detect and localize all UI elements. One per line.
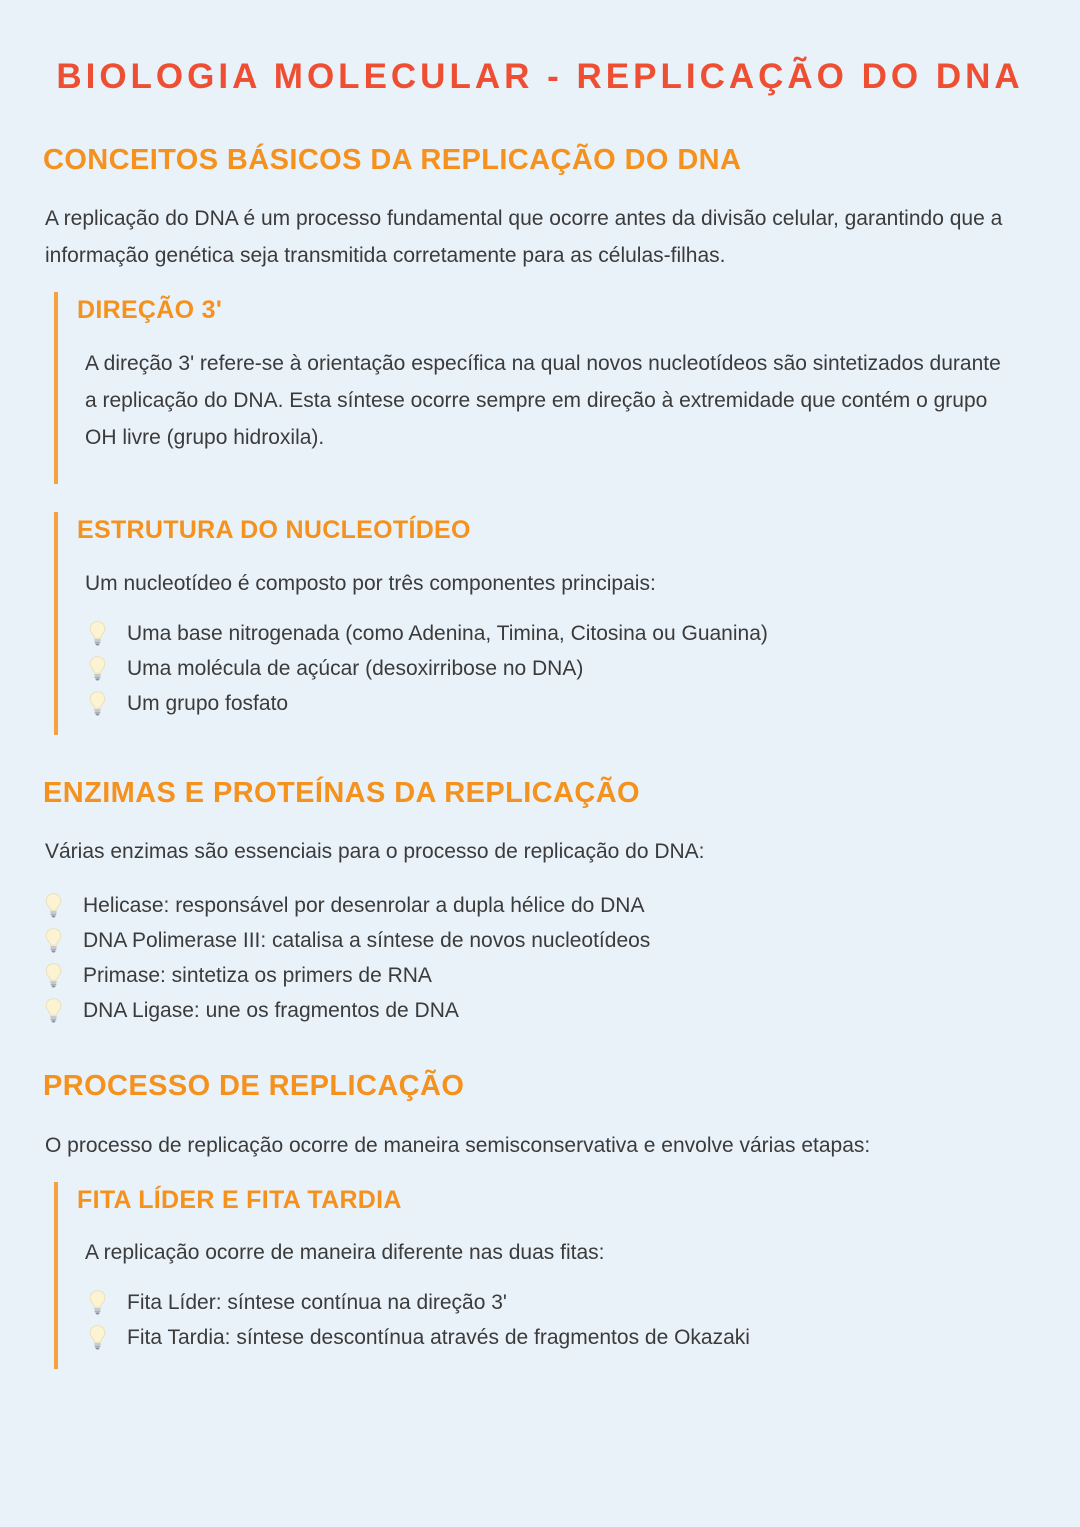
list-item [89, 651, 1007, 686]
lightbulb-icon [89, 1324, 106, 1351]
list-item [89, 1320, 1007, 1355]
section-heading: PROCESSO DE REPLICAÇÃO [43, 1070, 465, 1103]
list-item-text: DNA Polimerase III: catalisa a síntese de novos nucleotídeos [83, 929, 651, 953]
section-conceitos-basicos [43, 144, 1037, 735]
list-item-text: Fita Tardia: síntese descontínua através de fragmentos de Okazaki [127, 1326, 750, 1350]
subsection-heading: FITA LÍDER E FITA TARDIA [77, 1185, 402, 1214]
bullet-list [89, 616, 1007, 721]
list-item-text: DNA Ligase: une os fragmentos de DNA [83, 999, 459, 1023]
list-item-text: Helicase: responsável por desenrolar a dupla hélice do DNA [83, 894, 645, 918]
subsection-heading: ESTRUTURA DO NUCLEOTÍDEO [77, 516, 471, 545]
lightbulb-icon [45, 962, 62, 989]
lightbulb-icon [45, 892, 62, 919]
list-item [45, 923, 1037, 958]
lightbulb-icon [45, 997, 62, 1024]
subsection-body: Um nucleotídeo é composto por três componentes principais: [85, 571, 656, 595]
subsection-direcao-3 [54, 292, 1037, 484]
list-item-text: Um grupo fosfato [127, 691, 289, 715]
lightbulb-icon [89, 620, 106, 647]
lightbulb-icon [89, 655, 106, 682]
lightbulb-icon [45, 927, 62, 954]
section-heading: CONCEITOS BÁSICOS DA REPLICAÇÃO DO DNA [43, 144, 742, 176]
subsection-fita-lider-tardia [54, 1182, 1037, 1370]
list-item [45, 888, 1037, 923]
list-item [45, 958, 1037, 993]
list-item [45, 993, 1037, 1028]
subsection-heading: DIREÇÃO 3' [77, 296, 223, 325]
lightbulb-icon [89, 690, 106, 717]
section-intro: A replicação do DNA é um processo fundamental que ocorre antes da divisão celular, garantindo que a informação genética seja transmitida corretamente para as células-filhas. [45, 207, 1003, 268]
list-item-text: Uma molécula de açúcar (desoxirribose no DNA) [127, 656, 584, 680]
bullet-list [45, 888, 1037, 1028]
list-item [89, 686, 1007, 721]
page-title: BIOLOGIA MOLECULAR - REPLICAÇÃO DO DNA [56, 57, 1024, 96]
subsection-body: A replicação ocorre de maneira diferente nas duas fitas: [85, 1241, 605, 1265]
section-heading: ENZIMAS E PROTEÍNAS DA REPLICAÇÃO [43, 776, 640, 809]
list-item-text: Fita Líder: síntese contínua na direção 3' [127, 1291, 507, 1315]
section-processo-replicacao [43, 1070, 1037, 1369]
list-item [89, 616, 1007, 651]
list-item [89, 1285, 1007, 1320]
section-intro: Várias enzimas são essenciais para o processo de replicação do DNA: [45, 840, 705, 864]
section-intro: O processo de replicação ocorre de maneira semisconservativa e envolve várias etapas: [45, 1133, 871, 1157]
list-item-text: Primase: sintetiza os primers de RNA [83, 964, 432, 988]
lightbulb-icon [89, 1289, 106, 1316]
list-item-text: Uma base nitrogenada (como Adenina, Timina, Citosina ou Guanina) [127, 621, 768, 645]
subsection-body: A direção 3' refere-se à orientação específica na qual novos nucleotídeos são sintetizados durante a replicação do DNA. Esta síntese ocorre sempre em direção à extremidade que contém o grupo OH livre (grupo hidroxila). [85, 352, 1001, 450]
subsection-estrutura-nucleotideo [54, 512, 1037, 735]
section-enzimas-proteinas [43, 777, 1037, 1028]
bullet-list [89, 1285, 1007, 1355]
